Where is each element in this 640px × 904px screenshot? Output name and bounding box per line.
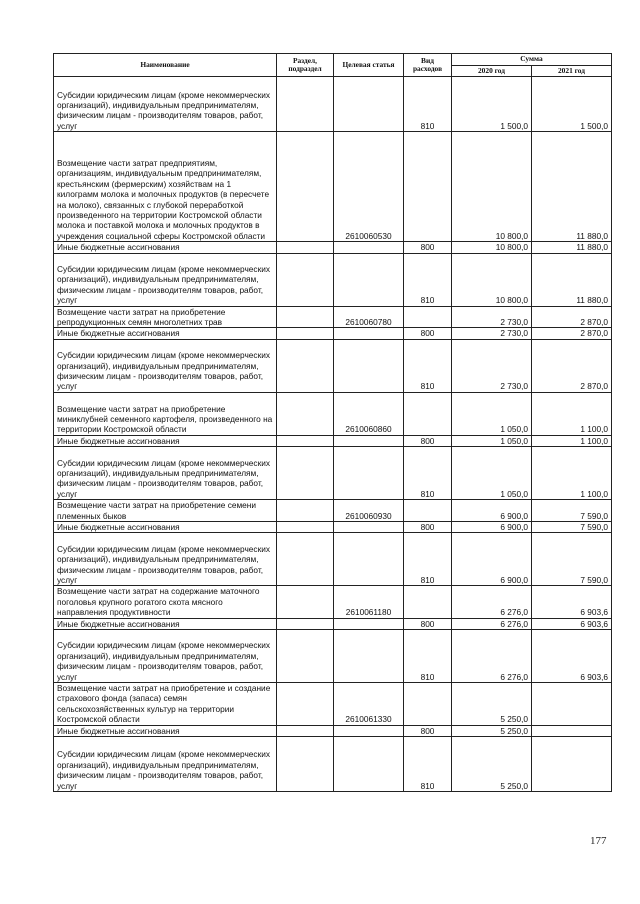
row-section xyxy=(277,242,334,253)
row-amount-2021 xyxy=(532,683,612,726)
table-row xyxy=(54,242,612,253)
row-amount-2020: 2 730,0 xyxy=(452,339,532,392)
row-target xyxy=(334,618,404,629)
row-name: Субсидии юридическим лицам (кроме некоммерческих организаций), индивидуальным предпринимателям, физическим лицам - производителям товаров, работ, услуг xyxy=(54,253,277,306)
table-row xyxy=(54,328,612,339)
row-name: Возмещение части затрат на приобретение и создание страхового фонда (запаса) семян сельскохозяйственных культур на территории Костромской области xyxy=(54,683,277,726)
row-name: Иные бюджетные ассигнования xyxy=(54,522,277,533)
row-amount-2020: 5 250,0 xyxy=(452,683,532,726)
row-amount-2020: 1 500,0 xyxy=(452,77,532,132)
row-section xyxy=(277,132,334,242)
row-section xyxy=(277,737,334,792)
row-amount-2020: 2 730,0 xyxy=(452,328,532,339)
row-name: Иные бюджетные ассигнования xyxy=(54,328,277,339)
row-amount-2021: 6 903,6 xyxy=(532,618,612,629)
row-amount-2021: 7 590,0 xyxy=(532,500,612,522)
row-section xyxy=(277,328,334,339)
row-amount-2021: 6 903,6 xyxy=(532,630,612,683)
row-amount-2020: 6 276,0 xyxy=(452,586,532,618)
row-name: Иные бюджетные ассигнования xyxy=(54,725,277,736)
row-amount-2021: 11 880,0 xyxy=(532,253,612,306)
row-name: Иные бюджетные ассигнования xyxy=(54,242,277,253)
table-row xyxy=(54,533,612,586)
row-amount-2020: 1 050,0 xyxy=(452,435,532,446)
row-section xyxy=(277,630,334,683)
header-type: Вид расходов xyxy=(404,54,452,77)
row-name: Возмещение части затрат на приобретение репродукционных семян многолетних трав xyxy=(54,306,277,328)
table-row xyxy=(54,339,612,392)
header-target: Целевая статья xyxy=(334,54,404,77)
row-section xyxy=(277,306,334,328)
row-type: 810 xyxy=(404,737,452,792)
row-section xyxy=(277,683,334,726)
row-type: 800 xyxy=(404,328,452,339)
row-type: 800 xyxy=(404,522,452,533)
row-amount-2020: 6 276,0 xyxy=(452,630,532,683)
row-name: Субсидии юридическим лицам (кроме некоммерческих организаций), индивидуальным предпринимателям, физическим лицам - производителям товаров, работ, услуг xyxy=(54,737,277,792)
row-target xyxy=(334,725,404,736)
row-type: 800 xyxy=(404,618,452,629)
table-row xyxy=(54,132,612,242)
row-target xyxy=(334,737,404,792)
row-amount-2021: 2 870,0 xyxy=(532,339,612,392)
row-amount-2020: 5 250,0 xyxy=(452,737,532,792)
row-section xyxy=(277,522,334,533)
row-section xyxy=(277,392,334,435)
row-amount-2021: 7 590,0 xyxy=(532,533,612,586)
table-row xyxy=(54,586,612,618)
row-type: 800 xyxy=(404,725,452,736)
table-row xyxy=(54,618,612,629)
row-name: Субсидии юридическим лицам (кроме некоммерческих организаций), индивидуальным предпринимателям, физическим лицам - производителям товаров, работ, услуг xyxy=(54,533,277,586)
row-target: 2610061330 xyxy=(334,683,404,726)
row-section xyxy=(277,435,334,446)
row-amount-2021: 11 880,0 xyxy=(532,132,612,242)
table-row xyxy=(54,447,612,500)
row-amount-2021: 6 903,6 xyxy=(532,586,612,618)
table-row xyxy=(54,522,612,533)
row-name: Иные бюджетные ассигнования xyxy=(54,618,277,629)
row-name: Субсидии юридическим лицам (кроме некоммерческих организаций), индивидуальным предпринимателям, физическим лицам - производителям товаров, работ, услуг xyxy=(54,77,277,132)
row-section xyxy=(277,339,334,392)
row-target xyxy=(334,253,404,306)
row-amount-2020: 5 250,0 xyxy=(452,725,532,736)
row-amount-2021: 1 100,0 xyxy=(532,435,612,446)
row-type xyxy=(404,586,452,618)
row-name: Субсидии юридическим лицам (кроме некоммерческих организаций), индивидуальным предпринимателям, физическим лицам - производителям товаров, работ, услуг xyxy=(54,339,277,392)
row-amount-2021: 2 870,0 xyxy=(532,306,612,328)
table-row xyxy=(54,306,612,328)
row-section xyxy=(277,618,334,629)
row-amount-2020: 10 800,0 xyxy=(452,132,532,242)
row-name: Субсидии юридическим лицам (кроме некоммерческих организаций), индивидуальным предпринимателям, физическим лицам - производителям товаров, работ, услуг xyxy=(54,630,277,683)
row-amount-2021: 2 870,0 xyxy=(532,328,612,339)
table-row xyxy=(54,500,612,522)
row-section xyxy=(277,586,334,618)
row-amount-2021: 11 880,0 xyxy=(532,242,612,253)
row-name: Иные бюджетные ассигнования xyxy=(54,435,277,446)
row-target xyxy=(334,77,404,132)
row-section xyxy=(277,447,334,500)
row-type: 800 xyxy=(404,242,452,253)
row-name: Возмещение части затрат предприятиям, организациям, индивидуальным предпринимателям, крестьянским (фермерским) хозяйствам на 1 килограмм молока и молочных продуктов (в пересчете на молоко), связанных с глубокой переработкой произведенного на территории Костромской области молока и поставкой молока и молочных продуктов в учреждения социальной сферы Костромской области xyxy=(54,132,277,242)
row-name: Возмещение части затрат на приобретение миниклубней семенного картофеля, произведенного на территории Костромской области xyxy=(54,392,277,435)
row-target: 2610060930 xyxy=(334,500,404,522)
row-target xyxy=(334,339,404,392)
row-amount-2020: 10 800,0 xyxy=(452,253,532,306)
row-amount-2021 xyxy=(532,725,612,736)
row-type: 810 xyxy=(404,253,452,306)
row-target: 2610060780 xyxy=(334,306,404,328)
table-row xyxy=(54,683,612,726)
row-target xyxy=(334,522,404,533)
row-name: Возмещение части затрат на содержание маточного поголовья крупного рогатого скота мясного направления продуктивности xyxy=(54,586,277,618)
row-type: 810 xyxy=(404,77,452,132)
row-amount-2021: 7 590,0 xyxy=(532,522,612,533)
row-type xyxy=(404,306,452,328)
row-name: Субсидии юридическим лицам (кроме некоммерческих организаций), индивидуальным предпринимателям, физическим лицам - производителям товаров, работ, услуг xyxy=(54,447,277,500)
row-target xyxy=(334,242,404,253)
row-target xyxy=(334,630,404,683)
table-row xyxy=(54,630,612,683)
table-row xyxy=(54,725,612,736)
table-row xyxy=(54,77,612,132)
row-section xyxy=(277,500,334,522)
row-type: 810 xyxy=(404,533,452,586)
row-target: 2610060860 xyxy=(334,392,404,435)
header-section: Раздел, подраздел xyxy=(277,54,334,77)
row-section xyxy=(277,77,334,132)
row-amount-2021 xyxy=(532,737,612,792)
table-row xyxy=(54,392,612,435)
row-section xyxy=(277,253,334,306)
header-sum: Сумма xyxy=(452,54,612,66)
header-2020: 2020 год xyxy=(452,65,532,77)
row-amount-2021: 1 500,0 xyxy=(532,77,612,132)
table-row xyxy=(54,737,612,792)
row-type xyxy=(404,132,452,242)
row-target xyxy=(334,447,404,500)
row-type xyxy=(404,392,452,435)
table-row xyxy=(54,253,612,306)
row-section xyxy=(277,725,334,736)
row-amount-2020: 6 900,0 xyxy=(452,500,532,522)
row-name: Возмещение части затрат на приобретение семени племенных быков xyxy=(54,500,277,522)
header-name: Наименование xyxy=(54,54,277,77)
budget-page xyxy=(53,53,611,792)
row-target: 2610061180 xyxy=(334,586,404,618)
row-amount-2020: 6 276,0 xyxy=(452,618,532,629)
row-amount-2020: 6 900,0 xyxy=(452,533,532,586)
row-type xyxy=(404,683,452,726)
row-section xyxy=(277,533,334,586)
row-amount-2020: 6 900,0 xyxy=(452,522,532,533)
row-amount-2020: 1 050,0 xyxy=(452,392,532,435)
table-row xyxy=(54,435,612,446)
row-target: 2610060530 xyxy=(334,132,404,242)
row-amount-2020: 10 800,0 xyxy=(452,242,532,253)
row-amount-2020: 2 730,0 xyxy=(452,306,532,328)
row-amount-2021: 1 100,0 xyxy=(532,392,612,435)
row-target xyxy=(334,328,404,339)
row-type: 810 xyxy=(404,447,452,500)
budget-table xyxy=(53,53,612,792)
header-2021: 2021 год xyxy=(532,65,612,77)
row-type: 810 xyxy=(404,630,452,683)
page-number: 177 xyxy=(590,835,607,847)
row-amount-2020: 1 050,0 xyxy=(452,447,532,500)
row-target xyxy=(334,435,404,446)
row-target xyxy=(334,533,404,586)
row-type xyxy=(404,500,452,522)
row-type: 810 xyxy=(404,339,452,392)
row-amount-2021: 1 100,0 xyxy=(532,447,612,500)
row-type: 800 xyxy=(404,435,452,446)
